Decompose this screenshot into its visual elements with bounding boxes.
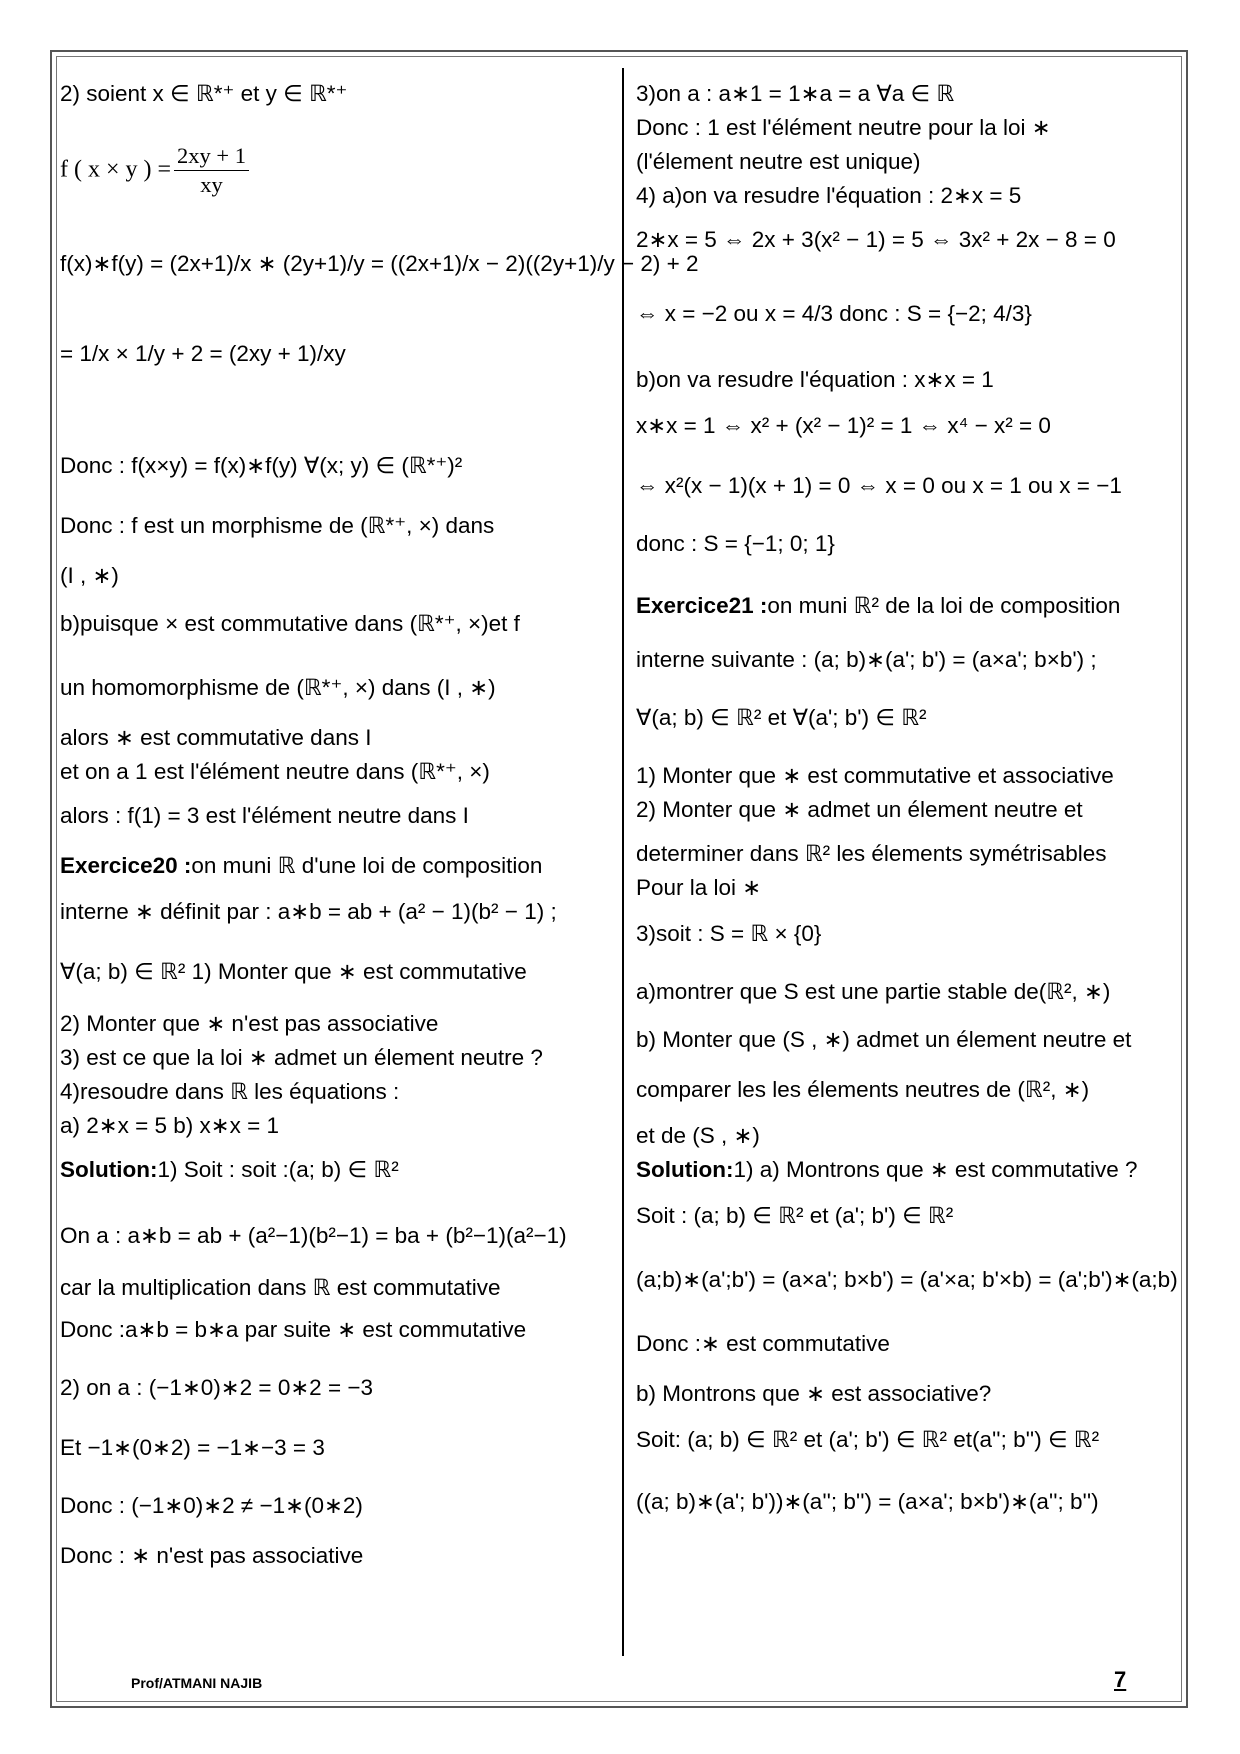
- text-line: [60, 674, 496, 702]
- exercise-heading: Exercice21 :: [636, 593, 768, 618]
- text-line: [636, 1156, 1138, 1184]
- line-text: 1) Monter que ∗ est commutative et associative: [636, 763, 1114, 788]
- footer-author: Prof/ATMANI NAJIB: [131, 1675, 263, 1691]
- text-line: [60, 1316, 526, 1344]
- line-text: b)on va resudre l'équation : x∗x = 1: [636, 367, 994, 392]
- text-line: [60, 610, 520, 638]
- text-line: [60, 250, 699, 278]
- text-line: [60, 1542, 363, 1570]
- line-text: ⇔ x = −2 ou x = 4/3 donc : S = {−2; 4/3}: [636, 301, 1032, 326]
- text-line: [60, 142, 252, 199]
- line-text: Donc : ∗ n'est pas associative: [60, 1543, 364, 1568]
- text-line: [60, 512, 494, 540]
- line-text: ∀(a; b) ∈ ℝ² et ∀(a'; b') ∈ ℝ²: [636, 705, 927, 730]
- line-text: 2) soient x ∈ ℝ*⁺ et y ∈ ℝ*⁺: [60, 81, 348, 106]
- line-text: b) Montrons que ∗ est associative?: [636, 1381, 992, 1406]
- text-line: [60, 1274, 501, 1302]
- formula-lhs: f ( x × y ) =: [60, 156, 172, 183]
- line-text: Donc : 1 est l'élément neutre pour la loi ∗: [636, 115, 1051, 140]
- line-text: Donc : (−1∗0)∗2 ≠ −1∗(0∗2): [60, 1493, 363, 1518]
- text-line: [60, 340, 346, 368]
- line-text: 4) a)on va resudre l'équation : 2∗x = 5: [636, 183, 1022, 208]
- line-text: 1) Soit : soit :(a; b) ∈ ℝ²: [157, 1157, 399, 1182]
- text-line: [636, 1266, 1178, 1294]
- text-line: [636, 978, 1110, 1006]
- line-text: et de (S , ∗): [636, 1123, 760, 1148]
- line-text: b) Monter que (S , ∗) admet un élement neutre et: [636, 1027, 1132, 1052]
- line-text: (a;b)∗(a';b') = (a×a'; b×b') = (a'×a; b'×b) = (a';b')∗(a;b): [636, 1267, 1178, 1292]
- line-text: comparer les les élements neutres de (ℝ², ∗): [636, 1077, 1090, 1102]
- text-line: [636, 1026, 1131, 1054]
- text-line: [636, 1330, 890, 1358]
- text-line: [636, 182, 1021, 210]
- line-text: (I , ∗): [60, 563, 119, 588]
- text-line: [60, 852, 542, 880]
- text-line: [60, 758, 490, 786]
- fraction-denominator: xy: [200, 172, 223, 198]
- text-line: [636, 704, 927, 732]
- line-text: Soit : (a; b) ∈ ℝ² et (a'; b') ∈ ℝ²: [636, 1203, 954, 1228]
- line-text: f(x)∗f(y) = (2x+1)/x ∗ (2y+1)/y = ((2x+1)/x − 2)((2y+1)/y − 2) + 2: [60, 251, 699, 276]
- text-line: [636, 530, 835, 558]
- text-line: [60, 1222, 567, 1250]
- text-line: [636, 1426, 1099, 1454]
- line-text: 1) a) Montrons que ∗ est commutative ?: [733, 1157, 1138, 1182]
- text-line: [636, 412, 1051, 440]
- text-line: [60, 1492, 363, 1520]
- text-line: [636, 366, 994, 394]
- line-text: alors : f(1) = 3 est l'élément neutre dans I: [60, 803, 469, 828]
- line-text: donc : S = {−1; 0; 1}: [636, 531, 835, 556]
- line-text: ⇔ x²(x − 1)(x + 1) = 0 ⇔ x = 0 ou x = 1 ou x = −1: [636, 473, 1122, 498]
- text-line: [636, 762, 1114, 790]
- line-text: et on a 1 est l'élément neutre dans (ℝ*⁺, ×): [60, 759, 490, 784]
- line-text: 2) on a : (−1∗0)∗2 = 0∗2 = −3: [60, 1375, 373, 1400]
- line-text: 2) Monter que ∗ n'est pas associative: [60, 1011, 439, 1036]
- line-text: 4)resoudre dans ℝ les équations :: [60, 1079, 400, 1104]
- text-line: [60, 1374, 373, 1402]
- text-line: [636, 874, 761, 902]
- exercise-heading: Exercice20 :: [60, 853, 192, 878]
- exercise-heading: Solution:: [60, 1157, 158, 1182]
- fraction-numerator: 2xy + 1: [174, 142, 249, 171]
- line-text: 2) Monter que ∗ admet un élement neutre et: [636, 797, 1083, 822]
- text-line: [636, 592, 1120, 620]
- line-text: On a : a∗b = ab + (a²−1)(b²−1) = ba + (b²−1)(a²−1): [60, 1223, 567, 1248]
- line-text: determiner dans ℝ² les élements symétrisables: [636, 841, 1107, 866]
- text-line: [636, 148, 920, 176]
- text-line: [60, 1010, 438, 1038]
- line-text: 3)soit : S = ℝ × {0}: [636, 921, 822, 946]
- line-text: Donc : f est un morphisme de (ℝ*⁺, ×) dans: [60, 513, 495, 538]
- text-line: [636, 80, 954, 108]
- text-line: [60, 562, 119, 590]
- line-text: interne suivante : (a; b)∗(a'; b') = (a×a'; b×b') ;: [636, 647, 1097, 672]
- text-line: [636, 472, 1122, 500]
- line-text: Et −1∗(0∗2) = −1∗−3 = 3: [60, 1435, 325, 1460]
- text-line: [60, 80, 347, 108]
- text-line: [60, 898, 557, 926]
- text-line: [636, 1202, 953, 1230]
- line-text: = 1/x × 1/y + 2 = (2xy + 1)/xy: [60, 341, 346, 366]
- text-line: [636, 1076, 1089, 1104]
- line-text: 2∗x = 5 ⇔ 2x + 3(x² − 1) = 5 ⇔ 3x² + 2x − 8 = 0: [636, 227, 1116, 252]
- fraction: [174, 142, 249, 199]
- text-line: [60, 452, 462, 480]
- text-line: [60, 802, 469, 830]
- text-line: [636, 920, 821, 948]
- line-text: on muni ℝ² de la loi de composition: [767, 593, 1121, 618]
- text-line: [636, 646, 1097, 674]
- line-text: un homomorphisme de (ℝ*⁺, ×) dans (I , ∗): [60, 675, 496, 700]
- text-line: [60, 1044, 543, 1072]
- line-text: Donc : f(x×y) = f(x)∗f(y) ∀(x; y) ∈ (ℝ*⁺)²: [60, 453, 463, 478]
- line-text: 3)on a : a∗1 = 1∗a = a ∀a ∈ ℝ: [636, 81, 955, 106]
- text-line: [60, 958, 527, 986]
- text-line: [60, 1112, 279, 1140]
- text-line: [636, 796, 1083, 824]
- line-text: a) 2∗x = 5 b) x∗x = 1: [60, 1113, 280, 1138]
- line-text: a)montrer que S est une partie stable de(ℝ², ∗): [636, 979, 1111, 1004]
- text-line: [60, 1156, 399, 1184]
- line-text: ∀(a; b) ∈ ℝ² 1) Monter que ∗ est commutative: [60, 959, 527, 984]
- text-line: [60, 1434, 325, 1462]
- text-line: [636, 840, 1107, 868]
- text-line: [60, 1078, 399, 1106]
- line-text: Pour la loi ∗: [636, 875, 762, 900]
- line-text: Donc :a∗b = b∗a par suite ∗ est commutative: [60, 1317, 527, 1342]
- text-line: [60, 724, 371, 752]
- line-text: on muni ℝ d'une loi de composition: [191, 853, 543, 878]
- text-line: [636, 1488, 1099, 1516]
- text-line: [636, 1380, 991, 1408]
- line-text: interne ∗ définit par : a∗b = ab + (a² − 1)(b² − 1) ;: [60, 899, 557, 924]
- exercise-heading: Solution:: [636, 1157, 734, 1182]
- text-line: [636, 1122, 760, 1150]
- footer-page-number: 7: [1114, 1667, 1127, 1692]
- line-text: car la multiplication dans ℝ est commutative: [60, 1275, 501, 1300]
- line-text: ((a; b)∗(a'; b'))∗(a''; b'') = (a×a'; b×b')∗(a''; b''): [636, 1489, 1099, 1514]
- line-text: 3) est ce que la loi ∗ admet un élement neutre ?: [60, 1045, 543, 1070]
- text-line: [636, 114, 1051, 142]
- text-line: [636, 300, 1032, 328]
- line-text: Soit: (a; b) ∈ ℝ² et (a'; b') ∈ ℝ² et(a''; b'') ∈ ℝ²: [636, 1427, 1100, 1452]
- line-text: (l'élement neutre est unique): [636, 149, 921, 174]
- column-divider: [622, 68, 624, 1656]
- line-text: Donc :∗ est commutative: [636, 1331, 890, 1356]
- text-line: [636, 226, 1116, 254]
- line-text: alors ∗ est commutative dans I: [60, 725, 372, 750]
- line-text: x∗x = 1 ⇔ x² + (x² − 1)² = 1 ⇔ x⁴ − x² = 0: [636, 413, 1051, 438]
- line-text: b)puisque × est commutative dans (ℝ*⁺, ×)et f: [60, 611, 520, 636]
